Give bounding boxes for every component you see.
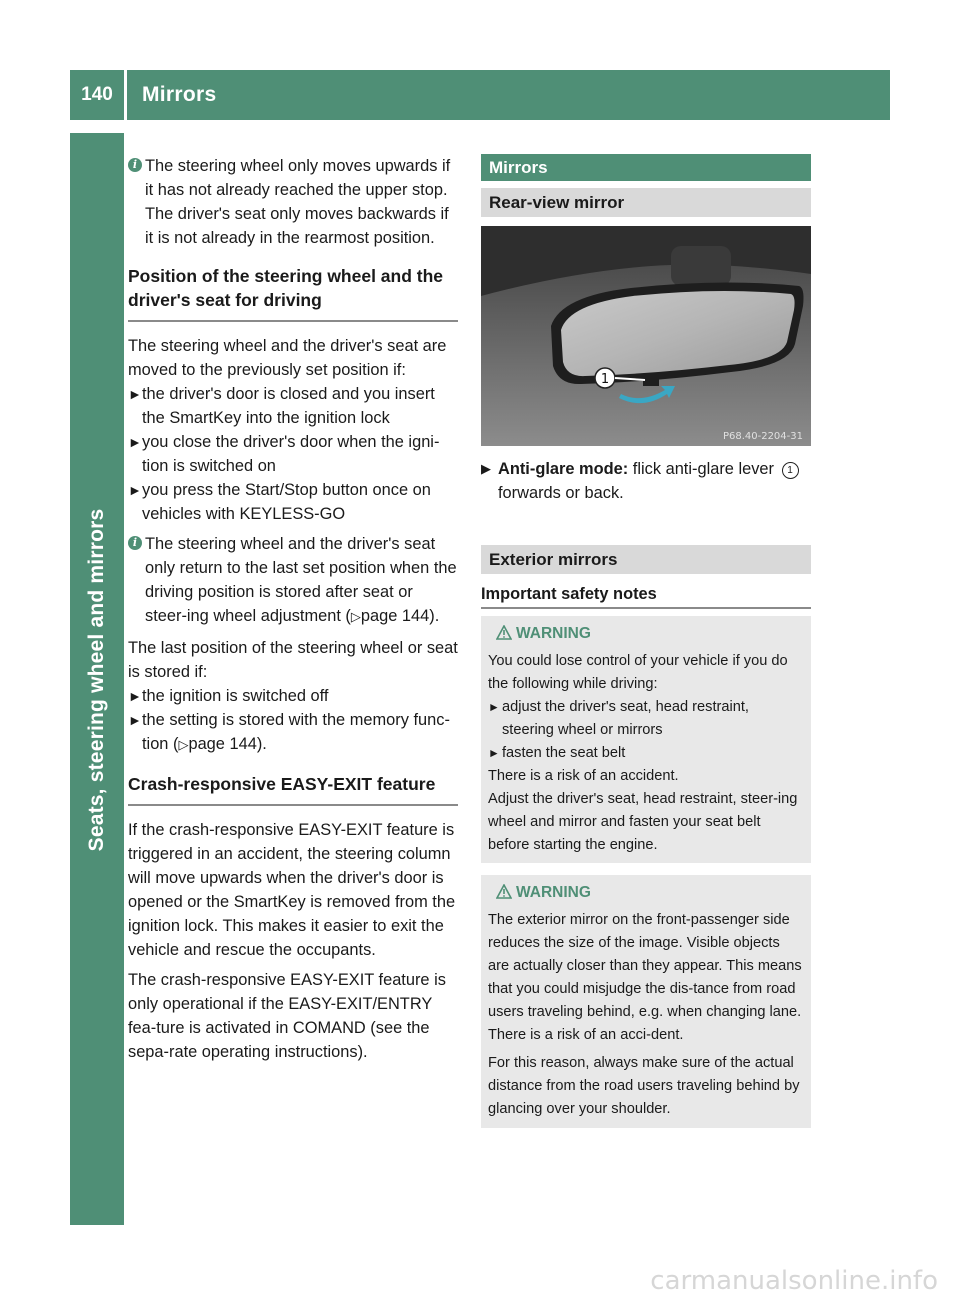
bullet-icon: ► <box>128 482 142 498</box>
bullet-icon: ► <box>128 386 142 402</box>
subsection-rear-view-mirror: Rear-view mirror <box>481 188 811 217</box>
warning-text: The exterior mirror on the front-passenger side reduces the size of the image. Visible objects are actually closer than they appear. This means that you could misjudge the dis-tance from road users traveling behind, e.g. when changing lane. There is a risk of an acci-dent. <box>488 912 802 1043</box>
divider <box>128 320 458 322</box>
list-item: ► fasten the seat belt <box>488 742 804 765</box>
warning-text: Adjust the driver's seat, head restraint, steer-ing wheel and mirror and fasten your seat belt before starting the engine. <box>488 791 798 853</box>
subsection-exterior-mirrors: Exterior mirrors <box>481 545 811 574</box>
warning-box-1 <box>481 616 811 863</box>
callout-1-icon: 1 <box>782 462 799 479</box>
step-arrow-icon: ▶ <box>481 461 491 476</box>
instruction-step: ▶ Anti-glare mode: flick anti-glare lever 1 forwards or back. <box>481 457 811 505</box>
warning-text: For this reason, always make sure of the actual distance from the road users traveling behind by glancing over your shoulder. <box>488 1055 800 1117</box>
callout-number: 1 <box>600 372 610 387</box>
list-item: ► you close the driver's door when the igni-tion is switched on <box>128 430 458 478</box>
list-item: ► the driver's door is closed and you insert the SmartKey into the ignition lock <box>128 382 458 430</box>
bullet-icon: ► <box>128 688 142 704</box>
warning-title: WARNING <box>516 625 591 642</box>
warning-box-2 <box>481 875 811 1128</box>
page-reference-link[interactable]: page 144). <box>360 607 440 625</box>
list-item: ► the setting is stored with the memory func-tion (▷page 144). <box>128 708 458 758</box>
heading-safety-notes: Important safety notes <box>481 585 657 603</box>
bullet-icon: ► <box>488 746 500 760</box>
paragraph: If the crash-responsive EASY-EXIT feature is triggered in an accident, the steering column will move upwards when the driver's door is opened or the SmartKey is removed from the ignition lock. This makes it easier to exit the vehicle and rescue the occupants. <box>128 821 456 959</box>
list-item: ► the ignition is switched off <box>128 684 458 708</box>
page-ref-arrow-icon: ▷ <box>178 738 189 753</box>
page-reference-link[interactable]: page 144). <box>188 735 267 753</box>
left-column <box>128 154 458 1064</box>
header-divider <box>124 70 127 120</box>
divider <box>481 607 811 609</box>
section-title-bar: Mirrors <box>481 154 811 181</box>
warning-triangle-icon <box>496 625 512 640</box>
bullet-icon: ► <box>128 712 142 728</box>
warning-title: WARNING <box>516 884 591 901</box>
figure-code: P68.40-2204-31 <box>722 431 803 442</box>
page-title: Mirrors <box>142 83 217 106</box>
mirror-illustration <box>481 226 811 446</box>
info-note-2: i The steering wheel and the driver's seat only return to the last set position when the driving position is stored after seat or steer-ing wheel adjustment (▷page 144). <box>128 532 458 630</box>
paragraph: The steering wheel and the driver's seat are moved to the previously set position if: <box>128 337 447 379</box>
divider <box>128 804 458 806</box>
list-item: ► adjust the driver's seat, head restraint, steering wheel or mirrors <box>488 696 804 742</box>
heading-easy-exit: Crash-responsive EASY-EXIT feature <box>128 774 436 794</box>
info-icon: i <box>128 158 142 172</box>
info-note-1: i The steering wheel only moves upwards if it has not already reached the upper stop. The driver's seat only moves backwards if it is not already in the rearmost position. <box>128 154 458 250</box>
page-number: 140 <box>81 84 113 105</box>
warning-triangle-icon <box>496 884 512 899</box>
list-item: ► you press the Start/Stop button once on vehicles with KEYLESS-GO <box>128 478 458 526</box>
bullet-icon: ► <box>488 700 500 714</box>
bullet-icon: ► <box>128 434 142 450</box>
page-ref-arrow-icon: ▷ <box>350 610 361 625</box>
paragraph: The crash-responsive EASY-EXIT feature is only operational if the EASY-EXIT/ENTRY fea-ture is activated in COMAND (see the sepa-rate operating instructions). <box>128 971 446 1061</box>
warning-text: You could lose control of your vehicle if you do the following while driving: <box>488 653 788 692</box>
info-icon: i <box>128 536 142 550</box>
rear-view-mirror-figure <box>481 226 811 446</box>
watermark: carmanualsonline.info <box>650 1266 938 1296</box>
paragraph: The last position of the steering wheel or seat is stored if: <box>128 639 458 681</box>
warning-text: There is a risk of an accident. <box>488 768 679 784</box>
heading-position: Position of the steering wheel and the driver's seat for driving <box>128 266 444 310</box>
chapter-title: Seats, steering wheel and mirrors <box>85 508 108 852</box>
